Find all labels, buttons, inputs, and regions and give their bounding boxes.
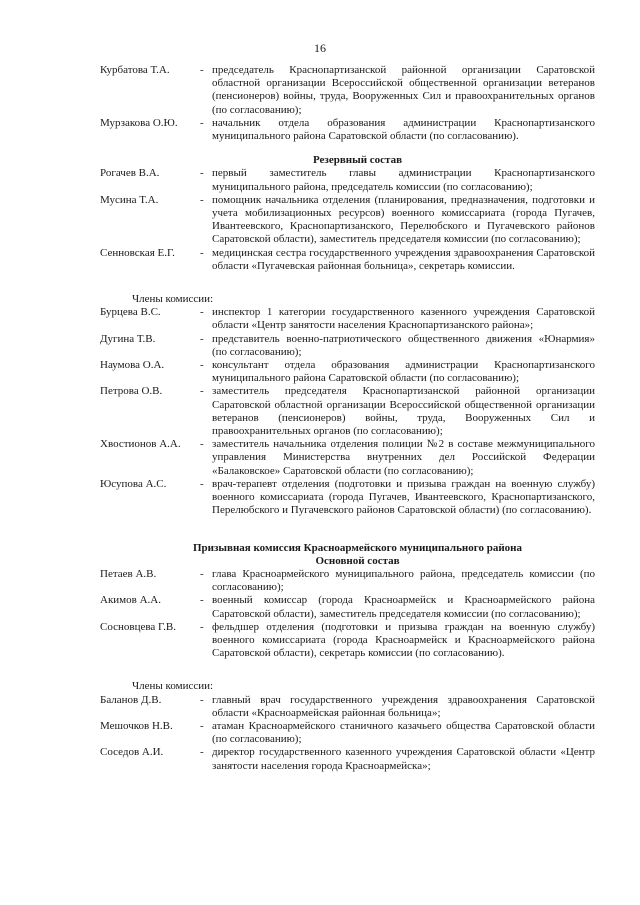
- member-entry: [100, 568, 595, 594]
- member-name: Курбатова Т.А.: [100, 64, 170, 76]
- member-entry: [100, 359, 595, 385]
- member-name: Сенновская Е.Г.: [100, 246, 175, 259]
- member-name: Мешочков Н.В.: [100, 719, 173, 732]
- dash: -: [200, 167, 204, 180]
- members-label: Члены комиссии:: [132, 680, 214, 693]
- member-name: Баланов Д.В.: [100, 693, 162, 706]
- dash: -: [200, 306, 204, 319]
- member-entry: [100, 167, 595, 193]
- member-description: атаман Красноармейского станичного казачьего общества Саратовской области (по согласованию);: [212, 719, 595, 746]
- member-description: директор государственного казенного учреждения Саратовской области «Центр занятости населения города Красноармейска»;: [212, 746, 595, 772]
- dash: -: [200, 620, 204, 633]
- member-description: инспектор 1 категории государственного казенного учреждения Саратовской области «Центр занятости населения Краснопартизанского района»;: [212, 306, 595, 332]
- dash: -: [200, 567, 204, 580]
- dash: -: [200, 332, 204, 345]
- dash: -: [200, 246, 204, 259]
- member-description: заместитель начальника отделения полиции №2 в составе межмуниципального управления Министерства внутренних дел Российской Федерации «Балаковское» Саратовской области (по согласованию);: [212, 438, 595, 477]
- document-body: [100, 64, 595, 773]
- dash: -: [200, 64, 204, 76]
- member-entry: [100, 333, 595, 359]
- member-entry: [100, 720, 595, 746]
- member-name: Сосновцева Г.В.: [100, 620, 176, 633]
- member-name: Мусина Т.А.: [100, 193, 159, 206]
- dash: -: [200, 193, 204, 206]
- member-name: Наумова О.А.: [100, 359, 165, 372]
- member-name: Хвостионов А.А.: [100, 438, 181, 451]
- member-name: Бурцева В.С.: [100, 306, 161, 319]
- member-description: первый заместитель главы администрации Краснопартизанского муниципального района, председатель комиссии (по согласованию);: [212, 167, 595, 193]
- dash: -: [200, 746, 204, 759]
- section-subheading-main: Основной состав: [315, 554, 400, 567]
- member-name: Акимов А.А.: [100, 594, 161, 607]
- member-description: заместитель председателя Краснопартизанской районной организации Саратовской областной организации Всероссийской общественной организации ветеранов (пенсионеров) войны, труда, Вооруженных Сил и правоохранительных органов (по согласованию);: [212, 385, 595, 438]
- member-entry: [100, 247, 595, 273]
- member-entry: [100, 594, 595, 620]
- member-description: медицинская сестра государственного учреждения здравоохранения Саратовской области «Пугачевская районная больница», секретарь комиссии.: [212, 246, 595, 272]
- member-name: Юсупова А.С.: [100, 477, 167, 490]
- dash: -: [200, 693, 204, 706]
- dash: -: [200, 116, 204, 129]
- dash: -: [200, 359, 204, 372]
- dash: -: [200, 477, 204, 490]
- page-number: 16: [314, 41, 326, 55]
- member-description: военный комиссар (города Красноармейск и Красноармейского района Саратовской области), заместитель председателя комиссии (по согласованию);: [212, 594, 595, 620]
- dash: -: [200, 385, 204, 398]
- member-description: глава Красноармейского муниципального района, председатель комиссии (по согласованию);: [212, 567, 595, 594]
- member-name: Рогачев В.А.: [100, 167, 160, 180]
- member-description: врач-терапевт отделения (подготовки и призыва граждан на военную службу) военного комиссариата (города Пугачев, Ивантеевского, Краснопартизанского, Перелюбского и Пугачевского районов Саратовской области) (по согласованию).: [212, 477, 595, 517]
- member-entry: [100, 694, 595, 720]
- member-entry: [100, 746, 595, 772]
- member-description: помощник начальника отделения (планирования, предназначения, подготовки и учета мобилизационных ресурсов) военного комиссариата (города Пугачев, Ивантеевского, Краснопартизанского, Перелюбского и Пугачевского районов Саратовской области), заместитель председателя комиссии (по согласованию);: [212, 193, 595, 246]
- member-entry: [100, 478, 595, 518]
- dash: -: [200, 438, 204, 451]
- dash: -: [200, 719, 204, 732]
- member-description: фельдшер отделения (подготовки и призыва граждан на военную службу) военного комиссариата (города Красноармейск и Красноармейского района Саратовской области), секретарь комиссии (по согласованию).: [212, 620, 595, 660]
- member-entry: [100, 306, 595, 332]
- member-description: консультант отдела образования администрации Краснопартизанского муниципального района Саратовской области (по согласованию);: [212, 359, 595, 385]
- section-heading-reserve: Резервный состав: [312, 154, 403, 167]
- member-description: представитель военно-патриотического общественного движения «Юнармия» (по согласованию);: [212, 332, 595, 358]
- member-description: главный врач государственного учреждения здравоохранения Саратовской области «Красноармейская районная больница»;: [212, 693, 595, 719]
- member-name: Дугина Т.В.: [100, 332, 156, 345]
- member-name: Мурзакова О.Ю.: [100, 116, 178, 129]
- member-name: Петрова О.В.: [100, 385, 163, 398]
- members-label: Члены комиссии:: [132, 293, 214, 306]
- member-name: Петаев А.В.: [100, 567, 157, 580]
- section-heading-commission: Призывная комиссия Красноармейского муниципального района: [192, 541, 522, 554]
- dash: -: [200, 594, 204, 607]
- member-entry: [100, 438, 595, 478]
- member-name: Соседов А.И.: [100, 746, 164, 759]
- member-entry: [100, 117, 595, 143]
- member-entry: [100, 64, 595, 117]
- member-description: председатель Краснопартизанской районной организации Саратовской областной организации Всероссийской общественной организации ветеранов (пенсионеров) войны, труда, Вооруженных Сил и правоохранительных органов (по согласованию);: [212, 64, 595, 116]
- member-entry: [100, 621, 595, 661]
- member-description: начальник отдела образования администрации Краснопартизанского муниципального района Саратовской области (по согласованию).: [212, 116, 595, 143]
- member-entry: [100, 385, 595, 438]
- member-entry: [100, 194, 595, 247]
